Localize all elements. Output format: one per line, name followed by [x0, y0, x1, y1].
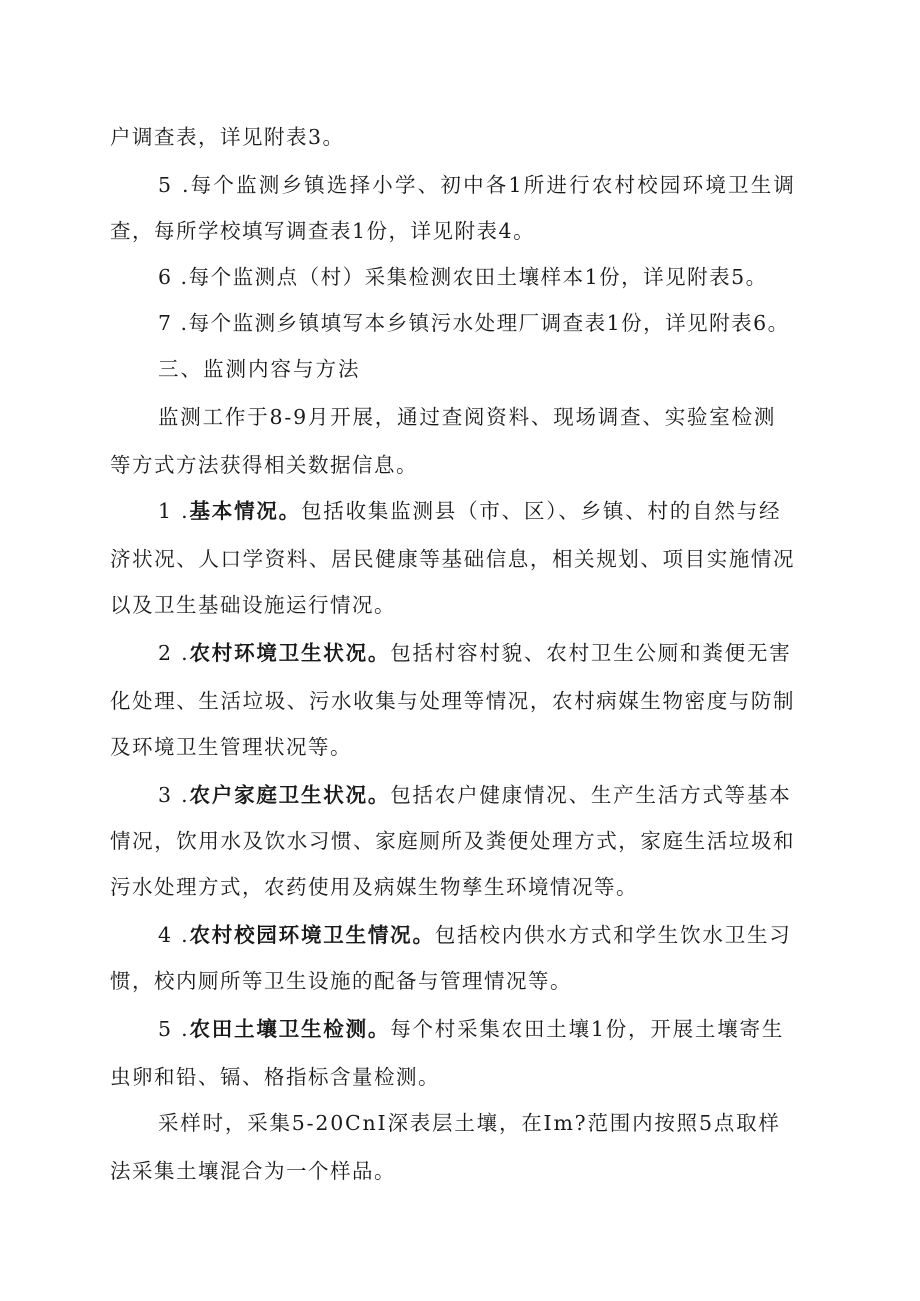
list-item	[158, 638, 792, 668]
item-title: 农村校园环境卫生情况。	[189, 923, 435, 947]
item-title: 农村环境卫生状况。	[189, 641, 391, 665]
text-line: 采样时，采集5-20CnI深表层土壤，在Im?范围内按照5点取样	[158, 1111, 781, 1135]
text-line: 7 .每个监测乡镇填写本乡镇污水处理厂调查表1份，详见附表6。	[158, 311, 790, 335]
list-item	[158, 496, 781, 526]
text-line: 6 .每个监测点（村）采集检测农田土壤样本1份，详见附表5。	[158, 265, 768, 289]
item-number: 4 .	[158, 923, 190, 947]
item-number: 3 .	[158, 783, 190, 807]
list-item	[158, 920, 792, 950]
item-text: 包括校内供水方式和学生饮水卫生习	[434, 923, 792, 947]
text-line: 查，每所学校填写调查表1份，详见附表4。	[110, 219, 536, 243]
section-heading: 三、监测内容与方法	[158, 357, 361, 381]
item-number: 1 .	[158, 499, 190, 523]
text-line: 等方式方法获得相关数据信息。	[110, 453, 418, 477]
text-line: 户调查表，详见附表3。	[110, 125, 345, 149]
text-line: 5 .每个监测乡镇选择小学、初中各1所进行农村校园环境卫生调	[158, 173, 797, 197]
list-item	[158, 1014, 784, 1044]
item-text: 包括村容村貌、农村卫生公厕和粪便无害	[390, 641, 792, 665]
item-title: 基本情况。	[189, 499, 301, 523]
text-line: 化处理、生活垃圾、污水收集与处理等情况，农村病媒生物密度与防制	[110, 689, 796, 713]
item-text: 包括农户健康情况、生产生活方式等基本	[390, 783, 792, 807]
item-title: 农田土壤卫生检测。	[189, 1017, 391, 1041]
text-line: 污水处理方式，农药使用及病媒生物孳生环境情况等。	[110, 875, 638, 899]
text-line: 济状况、人口学资料、居民健康等基础信息，相关规划、项目实施情况	[110, 547, 796, 571]
text-line: 及环境卫生管理状况等。	[110, 735, 352, 759]
text-line: 情况，饮用水及饮水习惯、家庭厕所及粪便处理方式，家庭生活垃圾和	[110, 829, 796, 853]
item-text: 包括收集监测县（市、区）、乡镇、村的自然与经	[300, 499, 782, 523]
text-line: 惯，校内厕所等卫生设施的配备与管理情况等。	[110, 969, 572, 993]
text-line: 监测工作于8-9月开展，通过查阅资料、现场调查、实验室检测	[158, 405, 777, 429]
list-item	[158, 780, 792, 810]
item-title: 农户家庭卫生状况。	[189, 783, 391, 807]
item-number: 2 .	[158, 641, 190, 665]
item-number: 5 .	[158, 1017, 190, 1041]
item-text: 每个村采集农田土壤1份，开展土壤寄生	[390, 1017, 785, 1041]
text-line: 法采集土壤混合为一个样品。	[110, 1159, 396, 1183]
text-line: 虫卵和铅、镉、格指标含量检测。	[110, 1065, 440, 1089]
text-line: 以及卫生基础设施运行情况。	[110, 593, 396, 617]
